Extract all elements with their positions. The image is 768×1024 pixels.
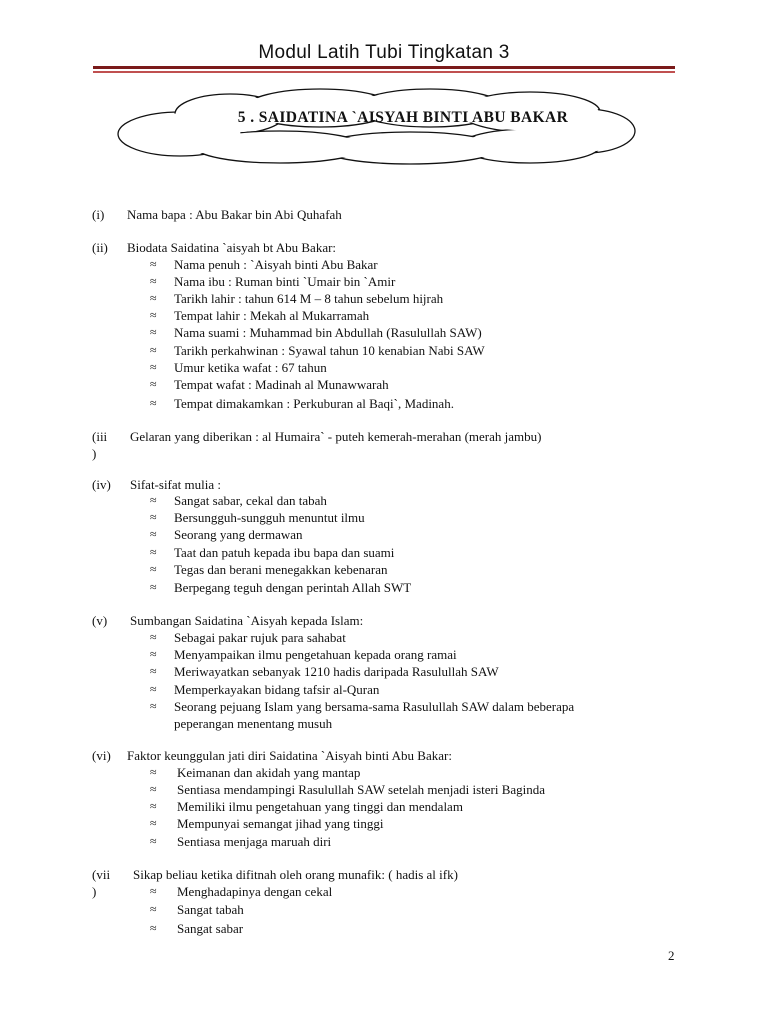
list-item: Menyampaikan ilmu pengetahuan kepada orang ramai bbox=[174, 647, 457, 662]
bullet-icon: ≈ bbox=[150, 257, 157, 271]
bullet-icon: ≈ bbox=[150, 647, 157, 661]
section-heading: Sumbangan Saidatina `Aisyah kepada Islam: bbox=[130, 613, 364, 628]
list-item: Nama penuh : `Aisyah binti Abu Bakar bbox=[174, 257, 378, 272]
list-item: Sangat sabar, cekal dan tabah bbox=[174, 493, 327, 508]
section-number: (vi) bbox=[92, 748, 111, 763]
list-item: Bersungguh-sungguh menuntut ilmu bbox=[174, 510, 365, 525]
bullet-icon: ≈ bbox=[150, 816, 157, 830]
section-number-wrap: ) bbox=[92, 884, 97, 899]
header-divider-accent bbox=[93, 71, 675, 73]
banner-title: 5 . SAIDATINA `AISYAH BINTI ABU BAKAR bbox=[237, 109, 569, 126]
list-item: Tegas dan berani menegakkan kebenaran bbox=[174, 562, 388, 577]
list-item: Nama ibu : Ruman binti `Umair bin `Amir bbox=[174, 274, 396, 289]
list-item: Tempat wafat : Madinah al Munawwarah bbox=[174, 377, 389, 392]
list-item: Umur ketika wafat : 67 tahun bbox=[174, 360, 327, 375]
list-item: Seorang yang dermawan bbox=[174, 527, 303, 542]
bullet-icon: ≈ bbox=[150, 291, 157, 305]
section-heading: Sikap beliau ketika difitnah oleh orang munafik: ( hadis al ifk) bbox=[133, 867, 458, 882]
bullet-icon: ≈ bbox=[150, 510, 157, 524]
bullet-icon: ≈ bbox=[150, 493, 157, 507]
section-number: (vii bbox=[92, 867, 111, 882]
header-divider bbox=[93, 66, 675, 69]
list-item: Sangat tabah bbox=[177, 902, 244, 917]
bullet-icon: ≈ bbox=[150, 562, 157, 576]
list-item: Memiliki ilmu pengetahuan yang tinggi dan mendalam bbox=[177, 799, 463, 814]
section-heading: Sifat-sifat mulia : bbox=[130, 477, 221, 492]
section-number: (v) bbox=[92, 613, 108, 628]
section-heading: Gelaran yang diberikan : al Humaira` - puteh kemerah-merahan (merah jambu) bbox=[130, 429, 542, 444]
bullet-icon: ≈ bbox=[150, 527, 157, 541]
bullet-icon: ≈ bbox=[150, 343, 157, 357]
page-number: 2 bbox=[668, 948, 675, 963]
bullet-icon: ≈ bbox=[150, 682, 157, 696]
bullet-icon: ≈ bbox=[150, 325, 157, 339]
list-item: Seorang pejuang Islam yang bersama-sama Rasulullah SAW dalam beberapa bbox=[174, 699, 575, 714]
bullet-icon: ≈ bbox=[150, 902, 157, 916]
bullet-icon: ≈ bbox=[150, 799, 157, 813]
bullet-icon: ≈ bbox=[150, 834, 157, 848]
section-heading: Nama bapa : Abu Bakar bin Abi Quhafah bbox=[127, 207, 342, 222]
section-number: (iii bbox=[92, 429, 108, 444]
list-item: Nama suami : Muhammad bin Abdullah (Rasulullah SAW) bbox=[174, 325, 482, 340]
list-item: Menghadapinya dengan cekal bbox=[177, 884, 333, 899]
bullet-icon: ≈ bbox=[150, 545, 157, 559]
list-item: Tarikh lahir : tahun 614 M – 8 tahun sebelum hijrah bbox=[174, 291, 444, 306]
section-heading: Faktor keunggulan jati diri Saidatina `Aisyah binti Abu Bakar: bbox=[127, 748, 452, 763]
list-item: Memperkayakan bidang tafsir al-Quran bbox=[174, 682, 380, 697]
list-item: Sebagai pakar rujuk para sahabat bbox=[174, 630, 346, 645]
section-number: (ii) bbox=[92, 240, 108, 255]
bullet-icon: ≈ bbox=[150, 664, 157, 678]
bullet-icon: ≈ bbox=[150, 580, 157, 594]
list-item-continuation: peperangan menentang musuh bbox=[174, 716, 333, 731]
list-item: Sentiasa mendampingi Rasulullah SAW setelah menjadi isteri Baginda bbox=[177, 782, 546, 797]
list-item: Berpegang teguh dengan perintah Allah SWT bbox=[174, 580, 412, 595]
list-item: Keimanan dan akidah yang mantap bbox=[177, 765, 361, 780]
list-item: Meriwayatkan sebanyak 1210 hadis daripada Rasulullah SAW bbox=[174, 664, 499, 679]
list-item: Taat dan patuh kepada ibu bapa dan suami bbox=[174, 545, 395, 560]
list-item: Sentiasa menjaga maruah diri bbox=[177, 834, 332, 849]
list-item: Sangat sabar bbox=[177, 921, 244, 936]
bullet-icon: ≈ bbox=[150, 274, 157, 288]
bullet-icon: ≈ bbox=[150, 377, 157, 391]
bullet-icon: ≈ bbox=[150, 396, 157, 410]
list-item: Tempat dimakamkan : Perkuburan al Baqi`, Madinah. bbox=[174, 396, 454, 411]
bullet-icon: ≈ bbox=[150, 884, 157, 898]
list-item: Tarikh perkahwinan : Syawal tahun 10 kenabian Nabi SAW bbox=[174, 343, 485, 358]
bullet-icon: ≈ bbox=[150, 699, 157, 713]
page-header-title: Modul Latih Tubi Tingkatan 3 bbox=[258, 42, 510, 63]
list-item: Tempat lahir : Mekah al Mukarramah bbox=[174, 308, 370, 323]
bullet-icon: ≈ bbox=[150, 921, 157, 935]
list-item: Mempunyai semangat jihad yang tinggi bbox=[177, 816, 384, 831]
section-number: (i) bbox=[92, 207, 105, 222]
bullet-icon: ≈ bbox=[150, 360, 157, 374]
bullet-icon: ≈ bbox=[150, 308, 157, 322]
bullet-icon: ≈ bbox=[150, 782, 157, 796]
bullet-icon: ≈ bbox=[150, 630, 157, 644]
section-heading: Biodata Saidatina `aisyah bt Abu Bakar: bbox=[127, 240, 337, 255]
section-number-wrap: ) bbox=[92, 446, 97, 461]
section-number: (iv) bbox=[92, 477, 111, 492]
bullet-icon: ≈ bbox=[150, 765, 157, 779]
